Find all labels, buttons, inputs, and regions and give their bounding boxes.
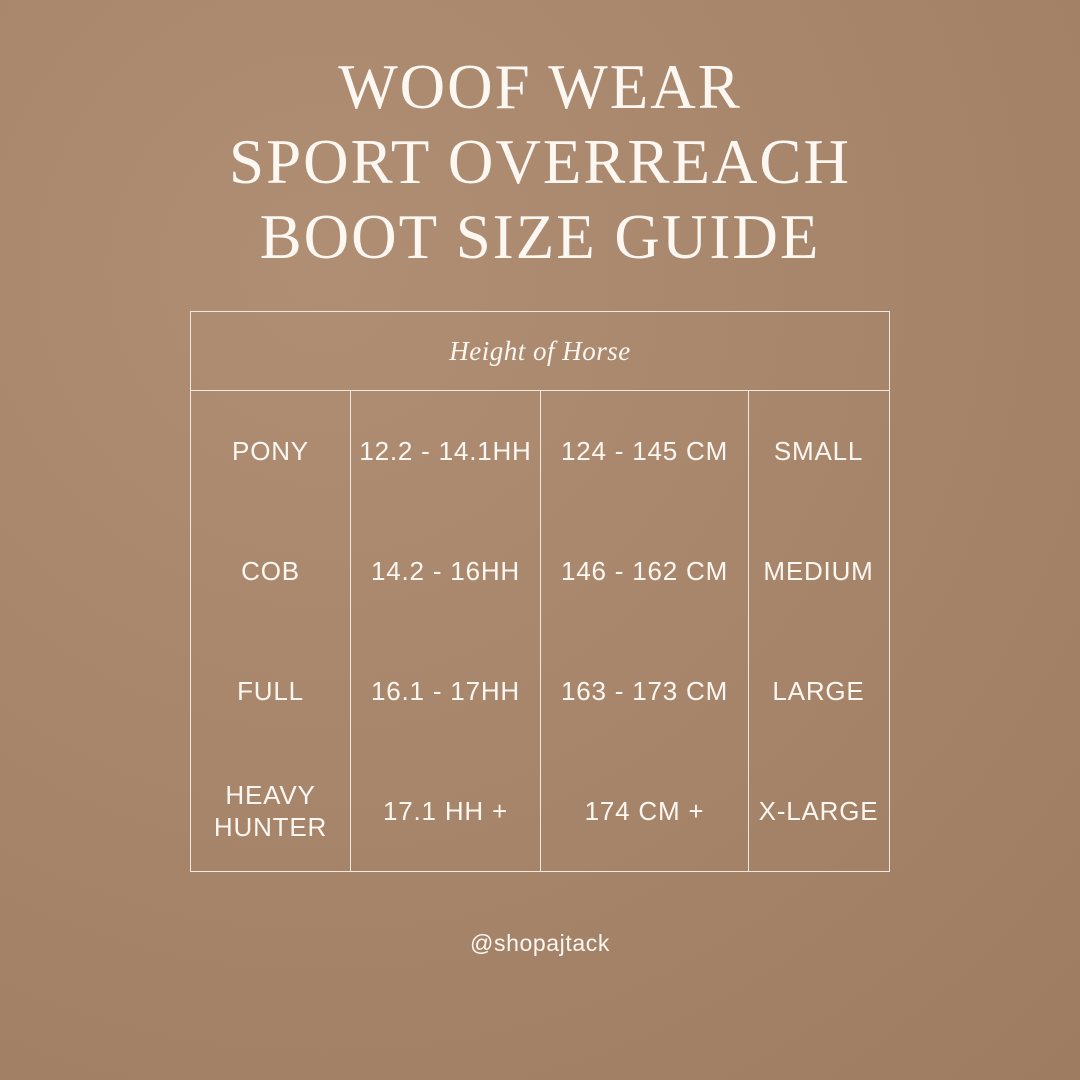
cell-size: MEDIUM xyxy=(763,555,874,586)
cell-hands: 17.1 HH + xyxy=(351,751,541,871)
table-body xyxy=(191,391,889,871)
cell-cm: 163 - 173 CM xyxy=(541,631,749,751)
cell-hands: 14.2 - 16HH xyxy=(351,511,541,631)
title-line-3: BOOT SIZE GUIDE xyxy=(259,202,821,272)
cell-cm: 124 - 145 CM xyxy=(541,391,749,511)
page-title xyxy=(229,50,851,275)
cell-hands: 12.2 - 14.1HH xyxy=(351,391,541,511)
title-line-1: WOOF WEAR xyxy=(338,52,742,122)
table-header-label: Height of Horse xyxy=(449,335,631,366)
table-row xyxy=(191,751,889,871)
cell-size-name: HEAVY HUNTER xyxy=(191,751,351,871)
title-line-2: SPORT OVERREACH xyxy=(229,127,851,197)
table-row xyxy=(191,631,889,751)
size-table xyxy=(190,311,890,872)
table-row xyxy=(191,511,889,631)
cell-hands: 16.1 - 17HH xyxy=(351,631,541,751)
cell-size: X-LARGE xyxy=(758,795,879,826)
cell-size: LARGE xyxy=(772,675,865,706)
cell-size-name: PONY xyxy=(191,391,351,511)
table-row xyxy=(191,391,889,511)
cell-size-name: COB xyxy=(191,511,351,631)
cell-size-name: FULL xyxy=(191,631,351,751)
cell-cm: 146 - 162 CM xyxy=(541,511,749,631)
cell-size: SMALL xyxy=(773,435,864,466)
social-handle: @shopajtack xyxy=(470,930,610,956)
table-header xyxy=(191,312,889,391)
cell-cm: 174 CM + xyxy=(541,751,749,871)
